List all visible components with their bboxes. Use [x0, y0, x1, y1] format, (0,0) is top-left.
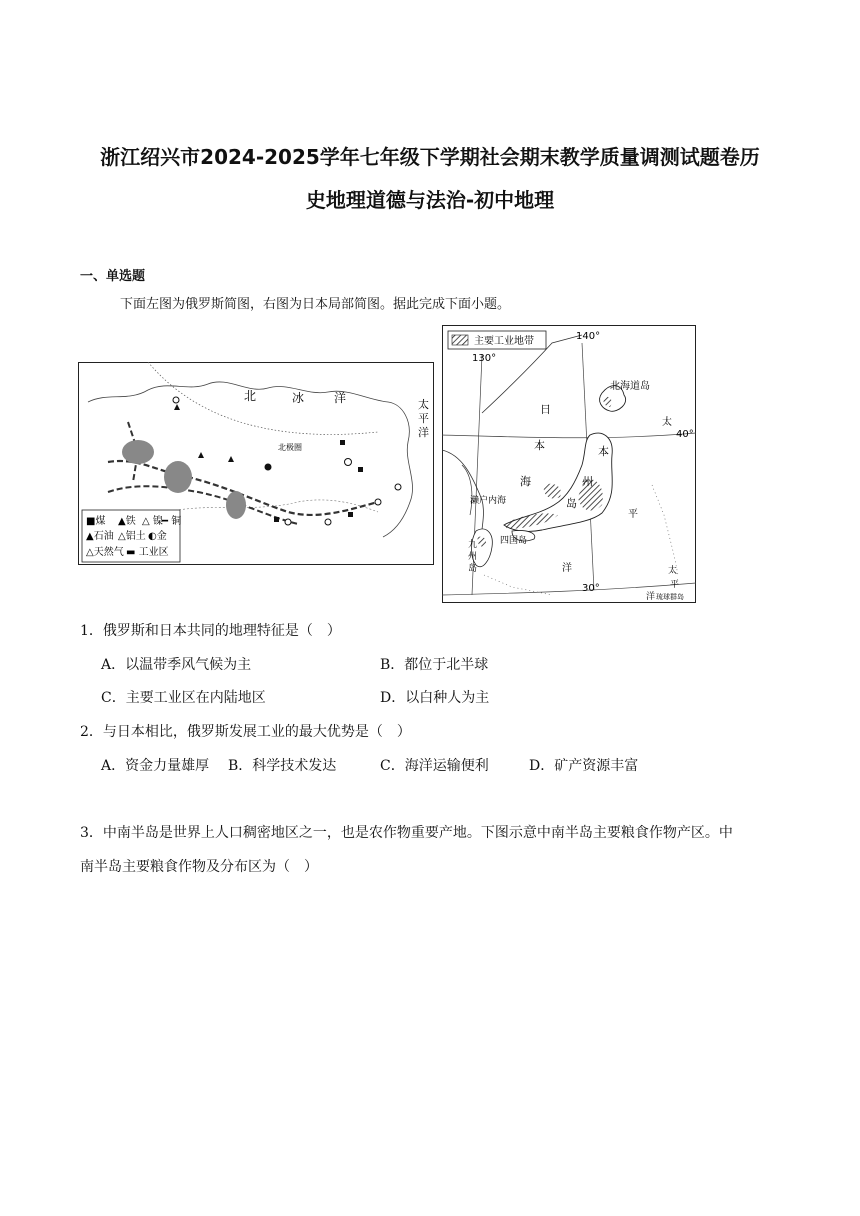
legend-coal: ■煤: [86, 516, 106, 527]
label-lat-30: 30°: [582, 583, 600, 594]
question-2-option-c[interactable]: C．海洋运输便利: [380, 758, 489, 774]
label-lon-140: 140°: [576, 331, 601, 342]
label-ocean: 洋: [334, 391, 347, 405]
page-title-line2: 史地理道德与法治-初中地理: [305, 188, 555, 212]
label-lon-130: 130°: [472, 353, 497, 364]
question-2-stem: 2．与日本相比，俄罗斯发展工业的最大优势是（ ）: [80, 724, 411, 740]
label-honshu-1: 本: [598, 445, 609, 458]
question-1-option-a[interactable]: A．以温带季风气候为主: [101, 657, 252, 673]
question-2-option-b[interactable]: B．科学技术发达: [228, 758, 337, 774]
label-kyushu-2: 州: [468, 552, 478, 562]
label-pac2-tai: 太: [668, 566, 678, 576]
label-pac2-yang: 洋: [646, 592, 656, 602]
japan-map: [442, 325, 696, 603]
label-sea-ben: 本: [534, 439, 545, 452]
label-pac-yang: 洋: [562, 563, 572, 574]
legend-industrial-belt: 主要工业地带: [474, 336, 534, 347]
label-kyushu-1: 九: [468, 540, 478, 550]
legend-gold: ◐金: [148, 531, 167, 542]
label-pacific-1: 太: [418, 398, 429, 411]
label-arctic-circle: 北极圈: [278, 443, 302, 452]
legend-industrial: ▬ 工业区: [126, 547, 169, 558]
question-intro: 下面左图为俄罗斯简图，右图为日本局部简图。据此完成下面小题。: [120, 297, 511, 312]
label-pac-ping: 平: [628, 509, 638, 520]
legend-bauxite: △铝土: [118, 531, 146, 542]
label-shikoku: 四国岛: [500, 536, 528, 546]
page-title-line1: 浙江绍兴市2024-2025学年七年级下学期社会期末教学质量调测试题卷历: [100, 145, 760, 169]
label-sea-ri: 日: [540, 403, 551, 416]
label-pacific-3: 洋: [418, 426, 429, 439]
russia-map: [78, 362, 434, 565]
label-pac-tai: 太: [662, 417, 672, 428]
label-ryukyu: 琉球群岛: [656, 593, 684, 601]
legend-copper: ━ 铜: [162, 516, 182, 527]
label-lat-40: 40°: [676, 429, 694, 440]
label-kyushu-3: 岛: [468, 564, 478, 574]
question-1-option-c[interactable]: C．主要工业区在内陆地区: [101, 690, 266, 706]
question-2-option-d[interactable]: D．矿产资源丰富: [529, 758, 639, 774]
legend-nickel: △ 镍: [142, 516, 163, 527]
label-honshu-2: 州: [582, 475, 593, 488]
question-1-option-b[interactable]: B．都位于北半球: [380, 657, 489, 673]
label-pac2-ping: 平: [670, 580, 680, 590]
label-pacific-2: 平: [418, 412, 429, 425]
label-sea-hai: 海: [520, 475, 531, 488]
legend-oil: ▲石油: [86, 531, 114, 542]
label-north: 北: [244, 389, 257, 403]
legend-iron: ▲铁: [118, 516, 136, 527]
question-3-stem-line1: 3．中南半岛是世界上人口稠密地区之一，也是农作物重要产地。下图示意中南半岛主要粮食作物产区。中: [80, 825, 733, 841]
label-ice: 冰: [292, 391, 305, 405]
question-3-stem-line2: 南半岛主要粮食作物及分布区为（ ）: [80, 859, 318, 875]
question-1-stem: 1．俄罗斯和日本共同的地理特征是（ ）: [80, 623, 341, 639]
legend-gas: △天然气: [86, 547, 124, 558]
label-hokkaido: 北海道岛: [610, 381, 650, 392]
question-1-option-d[interactable]: D．以白种人为主: [380, 690, 490, 706]
section-heading: 一、单选题: [80, 269, 146, 284]
question-2-option-a[interactable]: A．资金力量雄厚: [101, 758, 210, 774]
label-honshu-3: 岛: [566, 497, 577, 510]
label-setonaikai: 濑户内海: [470, 496, 507, 506]
